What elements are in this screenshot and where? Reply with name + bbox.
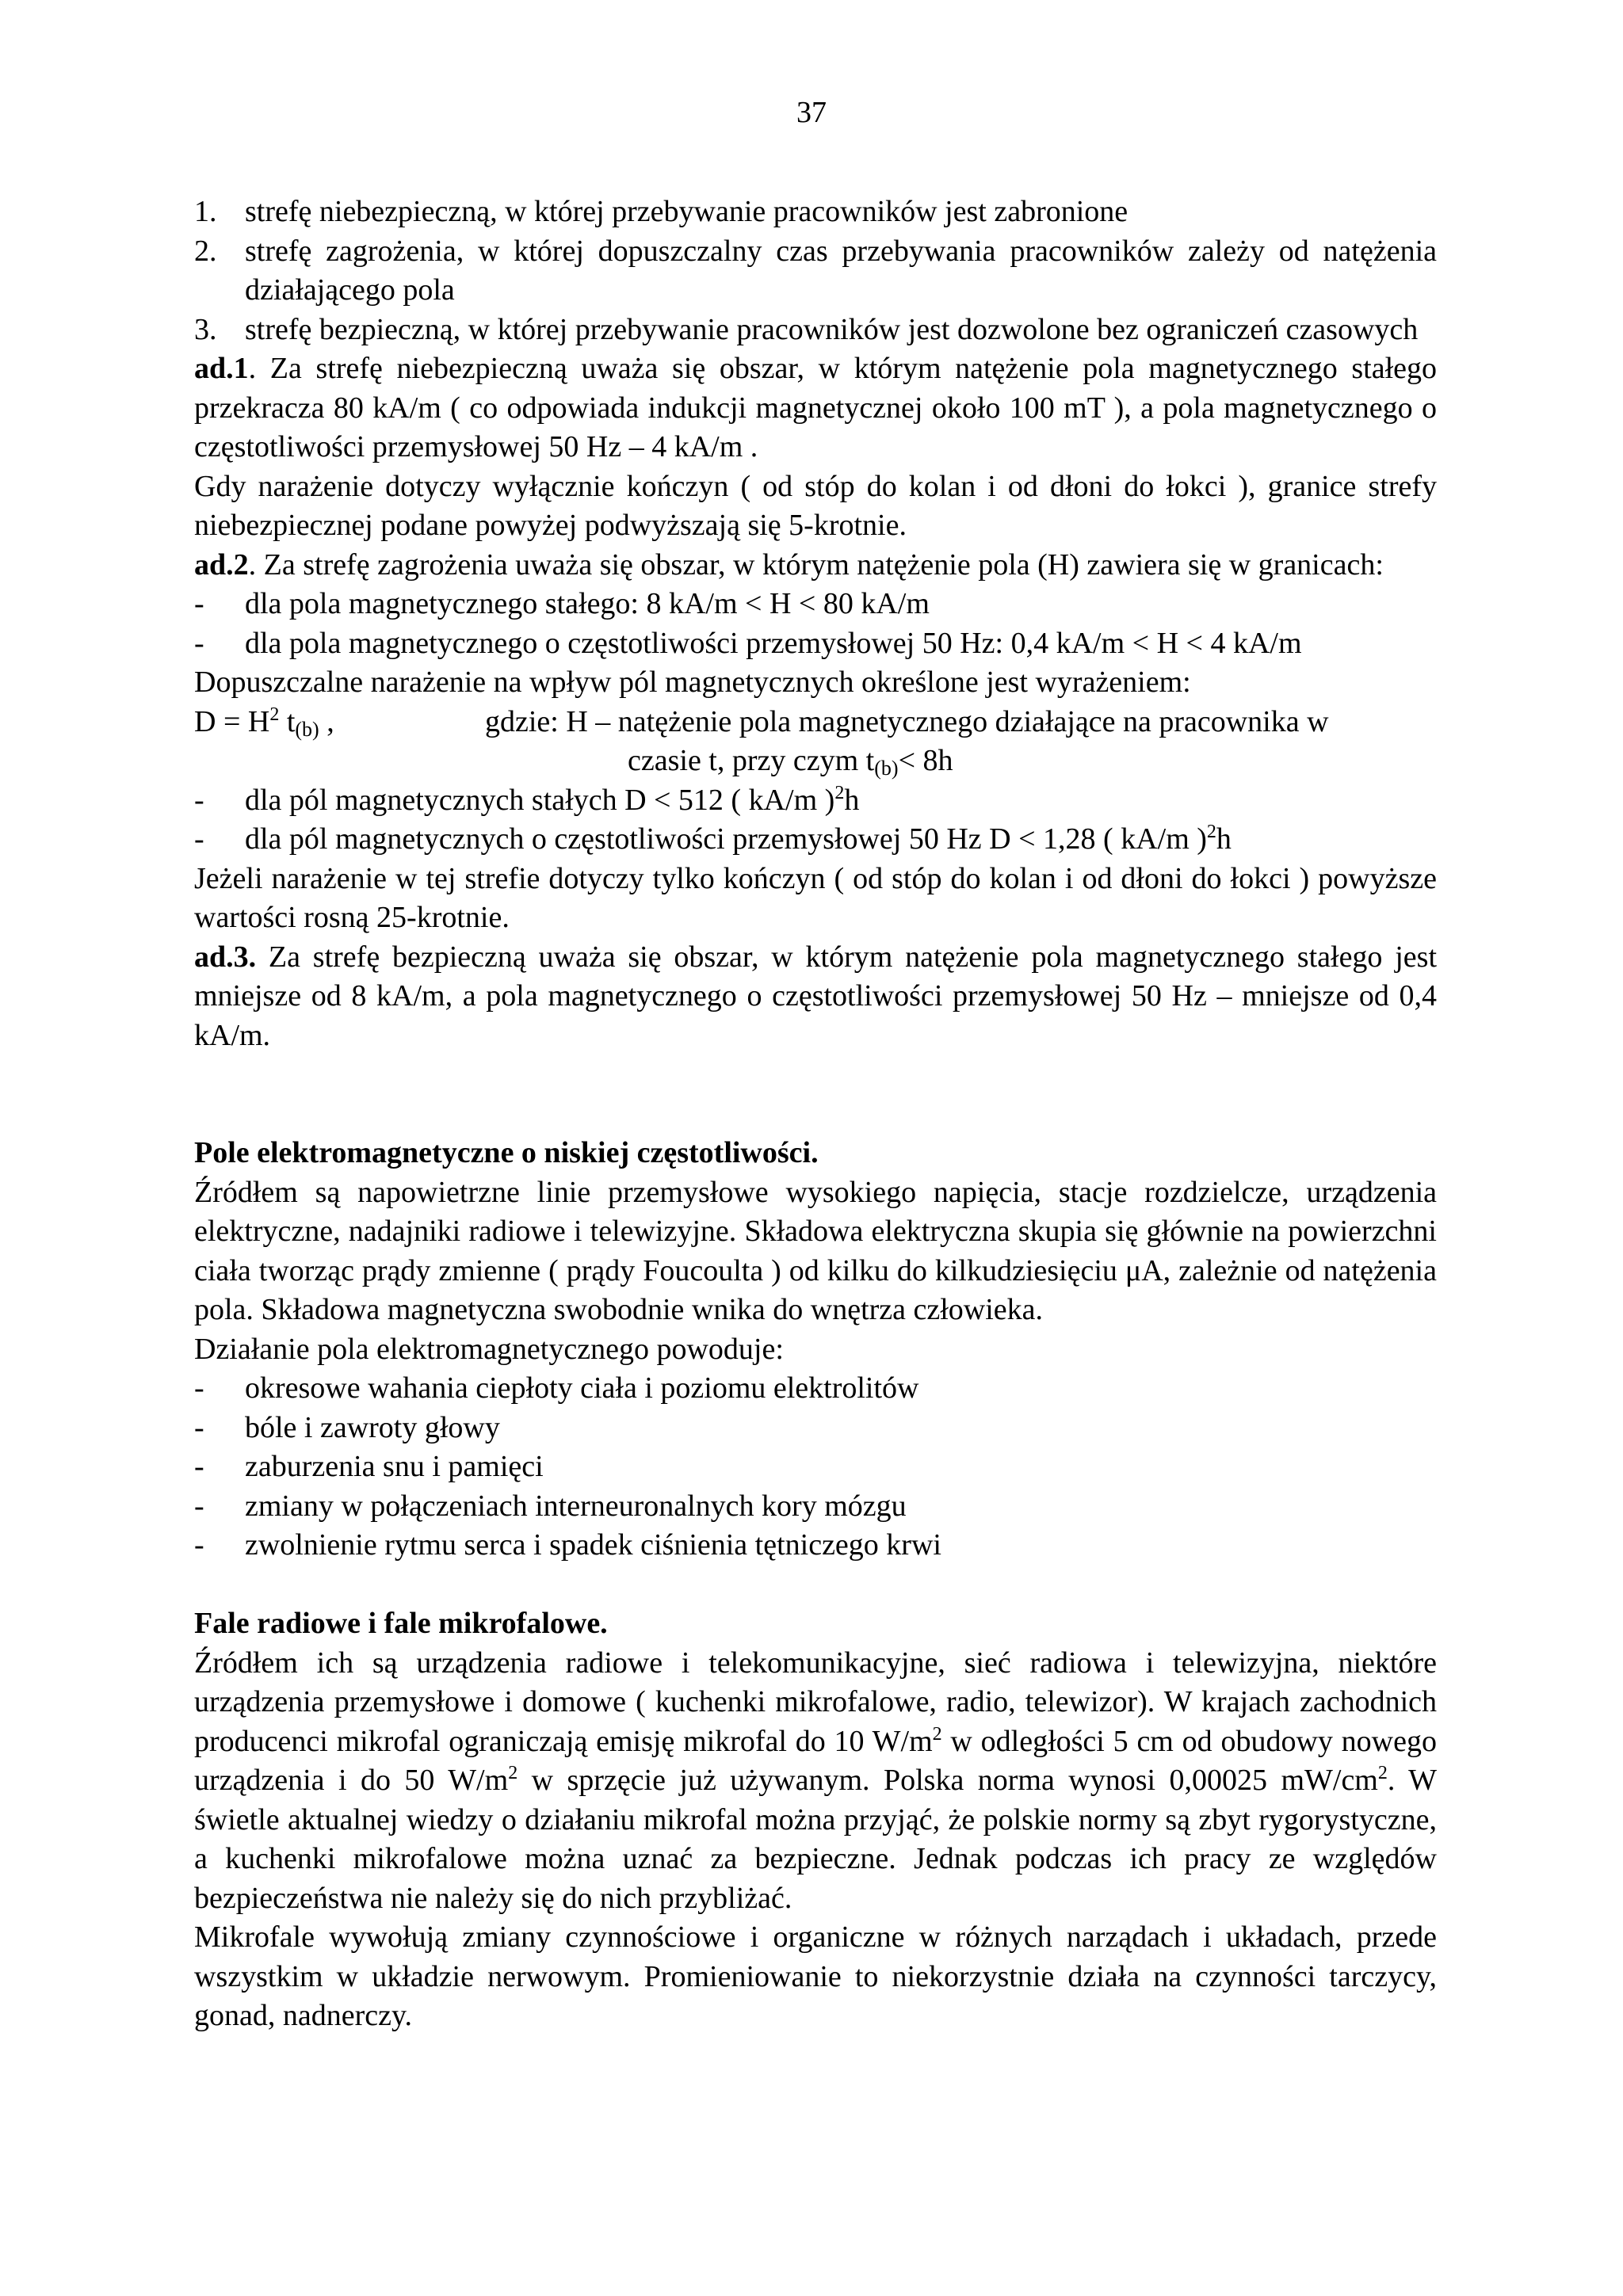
- ad1-limbs-paragraph: Gdy narażenie dotyczy wyłącznie kończyn ( od stóp do kolan i od dłoni do łokci ), granice strefy niebezpiecznej podane powyżej podwyższają się 5-krotnie.: [194, 469, 1437, 542]
- ad1-paragraph: [194, 349, 1437, 467]
- mw-paragraph-2: Mikrofale wywołują zmiany czynnościowe i organiczne w różnych narządach i układach, przede wszystkim w układzie nerwowym. Promieniowanie to niekorzystnie działa na czynności tarczycy, gonad, nadnerczy.: [194, 1920, 1437, 2032]
- list-item-text: strefę zagrożenia, w której dopuszczalny czas przebywania pracowników zależy od natężenia działającego pola: [245, 234, 1437, 307]
- list-item: - okresowe wahania ciepłoty ciała i poziomu elektrolitów: [194, 1371, 919, 1405]
- list-item: - zwolnienie rytmu serca i spadek ciśnienia tętniczego krwi: [194, 1528, 941, 1562]
- ad2-dash-text: dla pola magnetycznego o częstotliwości przemysłowej 50 Hz: 0,4 kA/m < H < 4 kA/m: [245, 626, 1302, 660]
- ad2-dash-text: dla pola magnetycznego stałego: 8 kA/m < H < 80 kA/m: [245, 587, 930, 620]
- lf-paragraph: Źródłem są napowietrzne linie przemysłowe wysokiego napięcia, stacje rozdzielcze, urządzenia elektryczne, nadajniki radiowe i telewizyjne. Składowa elektryczna skupia się głównie na powierzchni ciała tworząc prądy zmienne ( prądy Foucoulta ) od kilku do kilkudziesięciu μA, zależnie od natężenia pola. Składowa magnetyczna swobodnie wnika do wnętrza człowieka.: [194, 1175, 1437, 1326]
- ad1-label: ad.1: [194, 352, 249, 385]
- ad3-paragraph: [194, 938, 1437, 1056]
- list-item: - bóle i zawroty głowy: [194, 1410, 500, 1444]
- list-item-text: strefę bezpieczną, w której przebywanie pracowników jest dozwolone bez ograniczeń czasowych: [245, 312, 1419, 346]
- effects-list: [194, 1369, 1437, 1566]
- ad3-label: ad.3.: [194, 940, 257, 974]
- zones-list: [194, 193, 1437, 349]
- page-content: [194, 193, 1437, 2036]
- ad2-text: . Za strefę zagrożenia uważa się obszar, w którym natężenie pola (H) zawiera się w granicach:: [248, 547, 1384, 582]
- formula-description: gdzie: H – natężenie pola magnetycznego działające na pracownika w: [485, 704, 1329, 738]
- dose-intro: Dopuszczalne narażenie na wpływ pól magnetycznych określone jest wyrażeniem:: [194, 666, 1191, 699]
- formula-expression: $D = H^2$ $t_{(b)}$ ,: [194, 704, 334, 741]
- effects-intro: Działanie pola elektromagnetycznego powoduje:: [194, 1332, 784, 1366]
- dose-formula: [194, 703, 1437, 742]
- list-item-number: 2.: [194, 234, 217, 268]
- mw-paragraph: Źródłem ich są urządzenia radiowe i telekomunikacyjne, sieć radiowa i telewizyjna, niektóre urządzenia przemysłowe i domowe ( kuchenki mikrofalowe, radio, telewizor). W krajach zachodnich producenci mikrofal ograniczają emisję mikrofal do 10 $W/m^2$ w odległości 5 cm od obudowy nowego urządzenia i do 50 $W/m^2$ w sprzęcie już używanym. Polska norma wynosi 0,00025 $mW/cm^2$. W świetle aktualnej wiedzy o działaniu mikrofal można przyjąć, że polskie normy są zbyt rygorystyczne, a kuchenki mikrofalowe można uznać za bezpieczne. Jednak podczas ich pracy ze względów bezpieczeństwa nie należy się do nich przybliżać.: [194, 1646, 1437, 1915]
- ad3-text: Za strefę bezpieczną uważa się obszar, w którym natężenie pola magnetycznego stałego jest mniejsze od 8 kA/m, a pola magnetycznego o częstotliwości przemysłowej 50 Hz – mniejsze od 0,4 kA/m.: [194, 940, 1437, 1052]
- list-item-text: strefę niebezpieczną, w której przebywanie pracowników jest zabronione: [245, 195, 1128, 228]
- ad2-paragraph: [194, 546, 1437, 585]
- formula-continuation: czasie t, przy czym $t_{(b)}< 8h$: [628, 744, 953, 780]
- ad2-label: ad.2: [194, 547, 249, 582]
- list-item: [194, 193, 1437, 232]
- list-item: - zmiany w połączeniach interneuronalnych kory mózgu: [194, 1489, 907, 1523]
- section-heading: Pole elektromagnetyczne o niskiej częstotliwości.: [194, 1136, 819, 1169]
- list-item-number: 1.: [194, 195, 217, 228]
- limit-static: - dla pól magnetycznych stałych D < 512 ( kA/m )$^2$h: [194, 782, 860, 817]
- section-heading: Fale radiowe i fale mikrofalowe.: [194, 1607, 608, 1640]
- ad2-dash-item: - dla pola magnetycznego o częstotliwości przemysłowej 50 Hz: 0,4 kA/m < H < 4 kA/m: [194, 626, 1302, 660]
- list-item: [194, 232, 1437, 311]
- limit-50hz: - dla pól magnetycznych o częstotliwości przemysłowej 50 Hz D < 1,28 ( kA/m )$^2$h: [194, 822, 1232, 856]
- limbs-paragraph: Jeżeli narażenie w tej strefie dotyczy tylko kończyn ( od stóp do kolan i od dłoni do łokci ) powyższe wartości rosną 25-krotnie.: [194, 861, 1437, 934]
- list-item: - zaburzenia snu i pamięci: [194, 1450, 544, 1483]
- ad1-text: . Za strefę niebezpieczną uważa się obszar, w którym natężenie pola magnetycznego stałego przekracza 80 kA/m ( co odpowiada indukcji magnetycznej około 100 mT ), a pola magnetycznego o częstotliwości przemysłowej 50 Hz – 4 kA/m .: [194, 352, 1437, 463]
- list-item: [194, 311, 1437, 350]
- ad2-dash-item: - dla pola magnetycznego stałego: 8 kA/m < H < 80 kA/m: [194, 587, 930, 620]
- list-item-number: 3.: [194, 312, 217, 346]
- page-number: 37: [796, 96, 827, 129]
